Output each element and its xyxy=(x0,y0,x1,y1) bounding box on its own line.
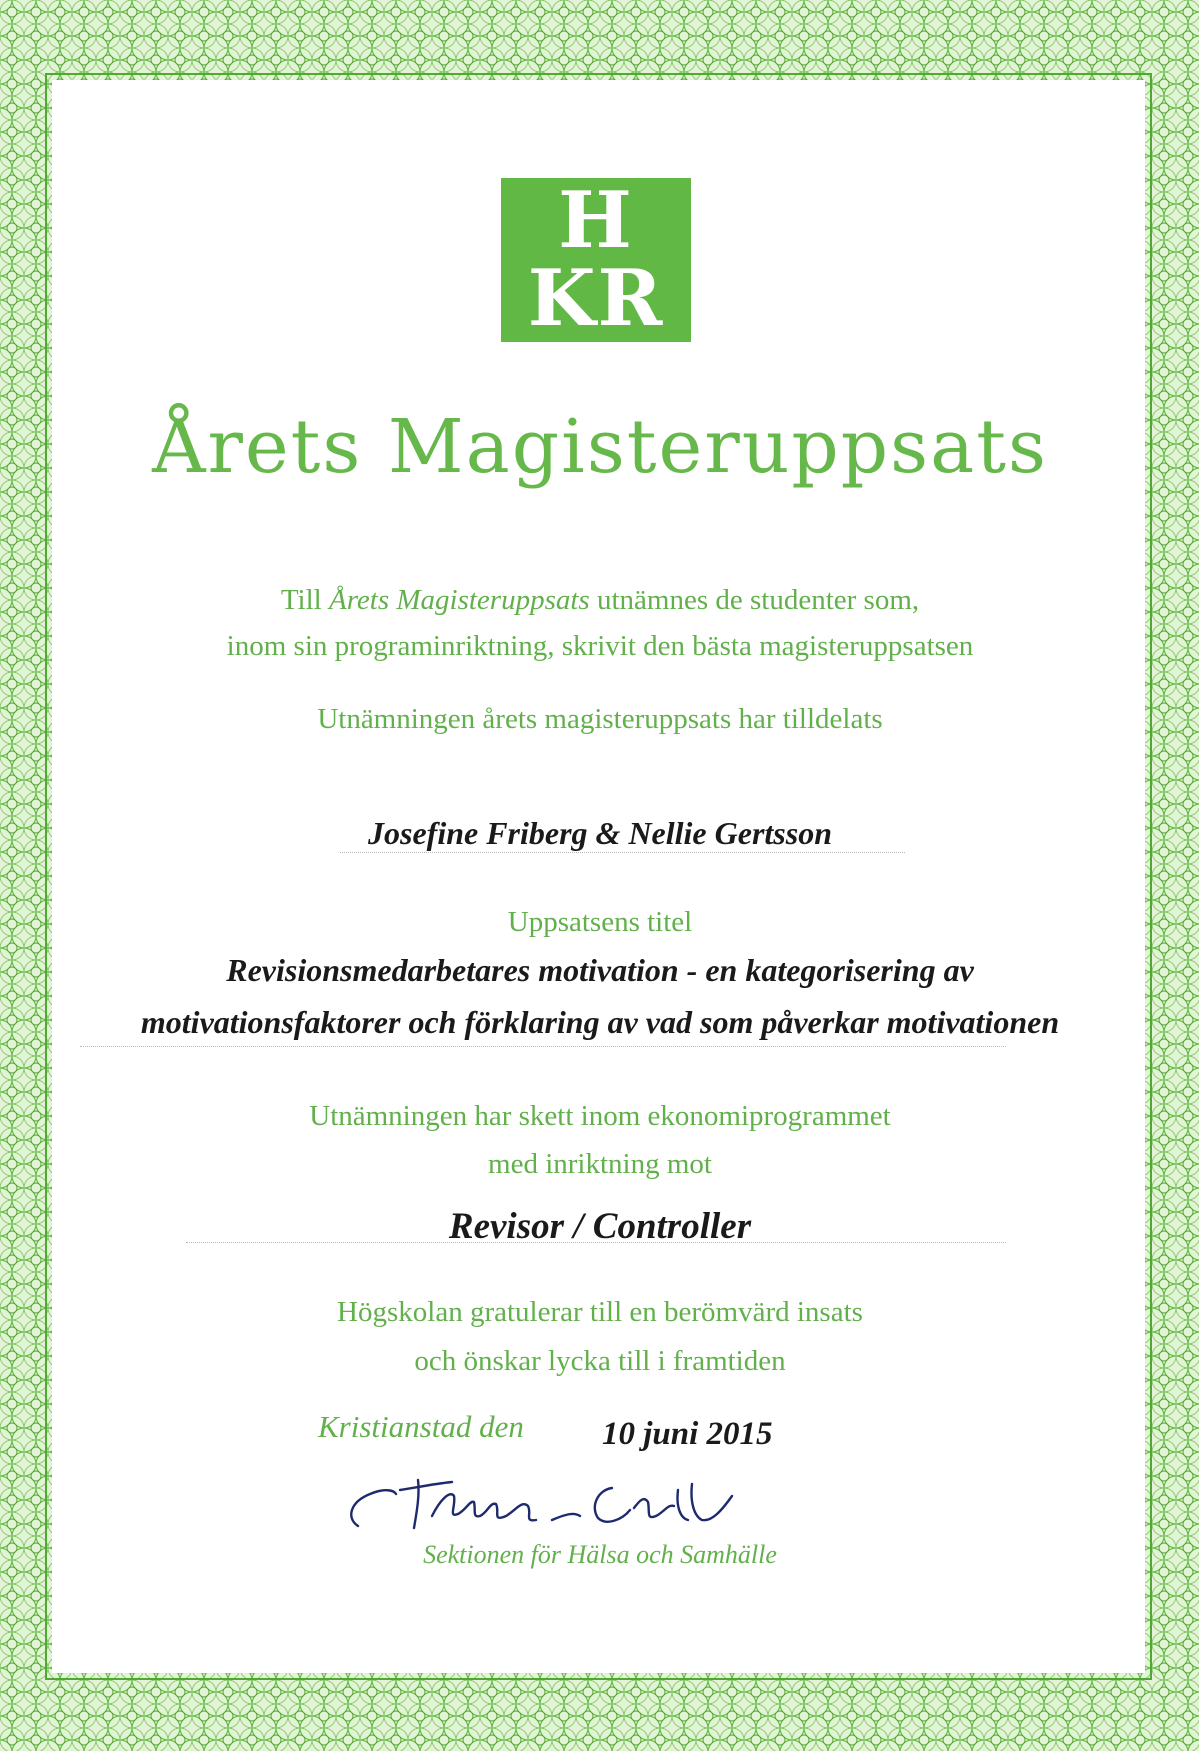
intro-line-2: inom sin programinriktning, skrivit den bästa magisteruppsatsen xyxy=(226,630,974,662)
certificate-title: Årets Magisteruppsats xyxy=(152,404,1048,490)
specialization: Revisor / Controller xyxy=(448,1206,752,1247)
specialization-underline xyxy=(186,1242,1006,1243)
section-name: Sektionen för Hälsa och Samhälle xyxy=(423,1540,777,1569)
closing-line-2: och önskar lycka till i framtiden xyxy=(414,1345,786,1377)
recipients-underline xyxy=(340,852,905,853)
intro-italic-award: Årets Magisteruppsats xyxy=(328,584,590,616)
thesis-title-line-1: Revisionsmedarbetares motivation - en kategorisering av xyxy=(226,952,974,988)
closing-line-1: Högskolan gratulerar till en berömvärd insats xyxy=(337,1296,863,1328)
thesis-label: Uppsatsens titel xyxy=(507,906,693,938)
hkr-logo xyxy=(501,175,691,344)
thesis-title-line-2: motivationsfaktorer och förklaring av vad som påverkar motivationen xyxy=(140,1004,1060,1040)
logo-line-1: H xyxy=(558,175,634,266)
intro-suffix: utnämnes de studenter som, xyxy=(589,584,920,616)
intro-line-1 xyxy=(60,582,1140,618)
intro-prefix: Till xyxy=(280,584,329,616)
logo-line-2: KR xyxy=(527,253,665,344)
thesis-underline xyxy=(80,1046,1006,1047)
recipients-name: Josefine Friberg & Nellie Gertsson xyxy=(368,815,832,851)
signing-date: 10 juni 2015 xyxy=(602,1416,773,1452)
program-line-1: Utnämningen har skett inom ekonomiprogrammet xyxy=(309,1100,891,1132)
program-line-2: med inriktning mot xyxy=(488,1148,712,1180)
place-label: Kristianstad den xyxy=(318,1409,524,1444)
handwritten-signature xyxy=(340,1460,770,1540)
intro-line-3: Utnämningen årets magisteruppsats har tilldelats xyxy=(317,703,883,735)
